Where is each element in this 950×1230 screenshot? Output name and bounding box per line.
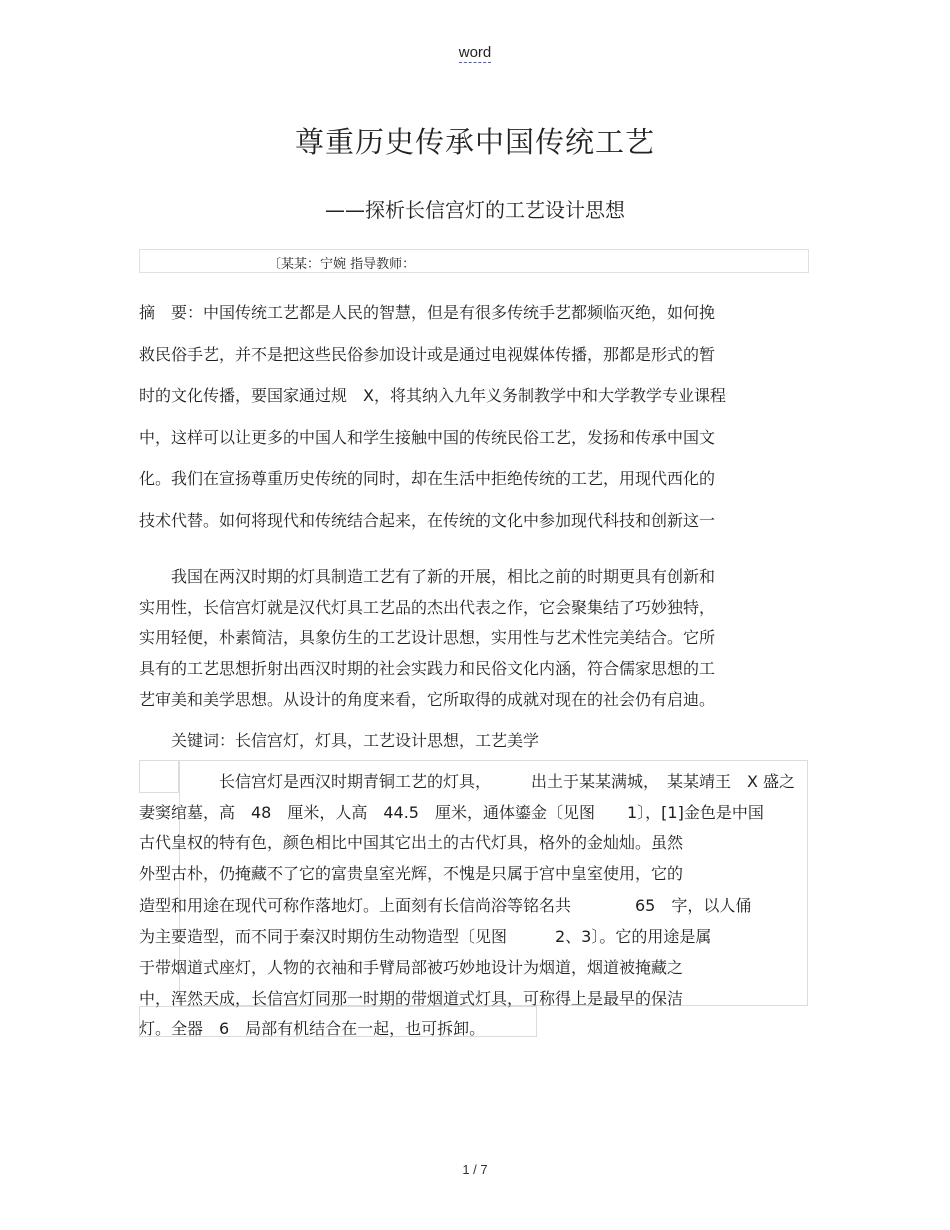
body-line: 古代皇权的特有色，颜色相比中国其它出土的古代灯具，格外的金灿灿。虽然 bbox=[139, 833, 684, 852]
document-title: 尊重历史传承中国传统工艺 bbox=[294, 125, 655, 159]
body-line: 妻窦绾墓，高 48 厘米，人高 44.5 厘米，通体鎏金〔见图 1〕，[1]金色是中国 bbox=[139, 803, 764, 822]
author-line: 〔某某：宁婉 指导教师： bbox=[268, 257, 416, 272]
abstract-line: 化。我们在宣扬尊重历史传统的同时，却在生活中拒绝传统的工艺，用现代西化的 bbox=[139, 469, 716, 488]
body-line: 外型古朴，仍掩藏不了它的富贵皇室光辉，不愧是只属于宫中皇室使用，它的 bbox=[139, 864, 684, 883]
body-line: 中，浑然天成，长信宫灯同那一时期的带烟道式灯具，可称得上是最早的保洁 bbox=[139, 989, 684, 1008]
abstract-line: 技术代替。如何将现代和传统结合起来，在传统的文化中参加现代科技和创新这一 bbox=[139, 511, 716, 530]
document-subtitle: ——探析长信宫灯的工艺设计思想 bbox=[325, 198, 625, 222]
abstract-line: 中，这样可以让更多的中国人和学生接触中国的传统民俗工艺，发扬和传承中国文 bbox=[139, 428, 716, 447]
keywords-line: 关键词：长信宫灯，灯具，工艺设计思想，工艺美学 bbox=[139, 731, 540, 750]
body-line: 造型和用途在现代可称作落地灯。上面刻有长信尚浴等铭名共 65 字，以人俑 bbox=[139, 896, 752, 915]
body-line: 实用轻便，朴素简洁，具象仿生的工艺设计思想，实用性与艺术性完美结合。它所 bbox=[139, 628, 716, 647]
page-number: 1 / 7 bbox=[462, 1162, 488, 1177]
header-label: word bbox=[458, 44, 492, 61]
body-line: 艺审美和美学思想。从设计的角度来看，它所取得的成就对现在的社会仍有启迪。 bbox=[139, 690, 716, 709]
abstract-line: 时的文化传播，要国家通过规 X，将其纳入九年义务制教学中和大学教学专业课程 bbox=[139, 386, 726, 405]
abstract-line: 救民俗手艺，并不是把这些民俗参加设计或是通过电视媒体传播，那都是形式的暂 bbox=[139, 345, 716, 364]
body-line: 于带烟道式座灯，人物的衣袖和手臂局部被巧妙地设计为烟道，烟道被掩藏之 bbox=[139, 958, 684, 977]
document-header bbox=[0, 44, 950, 61]
body-line: 实用性，长信宫灯就是汉代灯具工艺品的杰出代表之作，它会聚集结了巧妙独特， bbox=[139, 598, 716, 617]
body-line: 我国在两汉时期的灯具制造工艺有了新的开展，相比之前的时期更具有创新和 bbox=[139, 567, 716, 586]
body-line: 长信宫灯是西汉时期青铜工艺的灯具， 出土于某某满城， 某某靖王 X 盛之 bbox=[139, 772, 796, 791]
body-line: 具有的工艺思想折射出西汉时期的社会实践力和民俗文化内涵，符合儒家思想的工 bbox=[139, 659, 716, 678]
body-line: 灯。全器 6 局部有机结合在一起，也可拆卸。 bbox=[139, 1019, 486, 1038]
body-line: 为主要造型，而不同于秦汉时期仿生动物造型〔见图 2、3〕。它的用途是属 bbox=[139, 927, 712, 946]
abstract-line: 摘 要：中国传统工艺都是人民的智慧，但是有很多传统手艺都频临灭绝，如何挽 bbox=[139, 303, 716, 322]
author-box bbox=[139, 249, 809, 273]
